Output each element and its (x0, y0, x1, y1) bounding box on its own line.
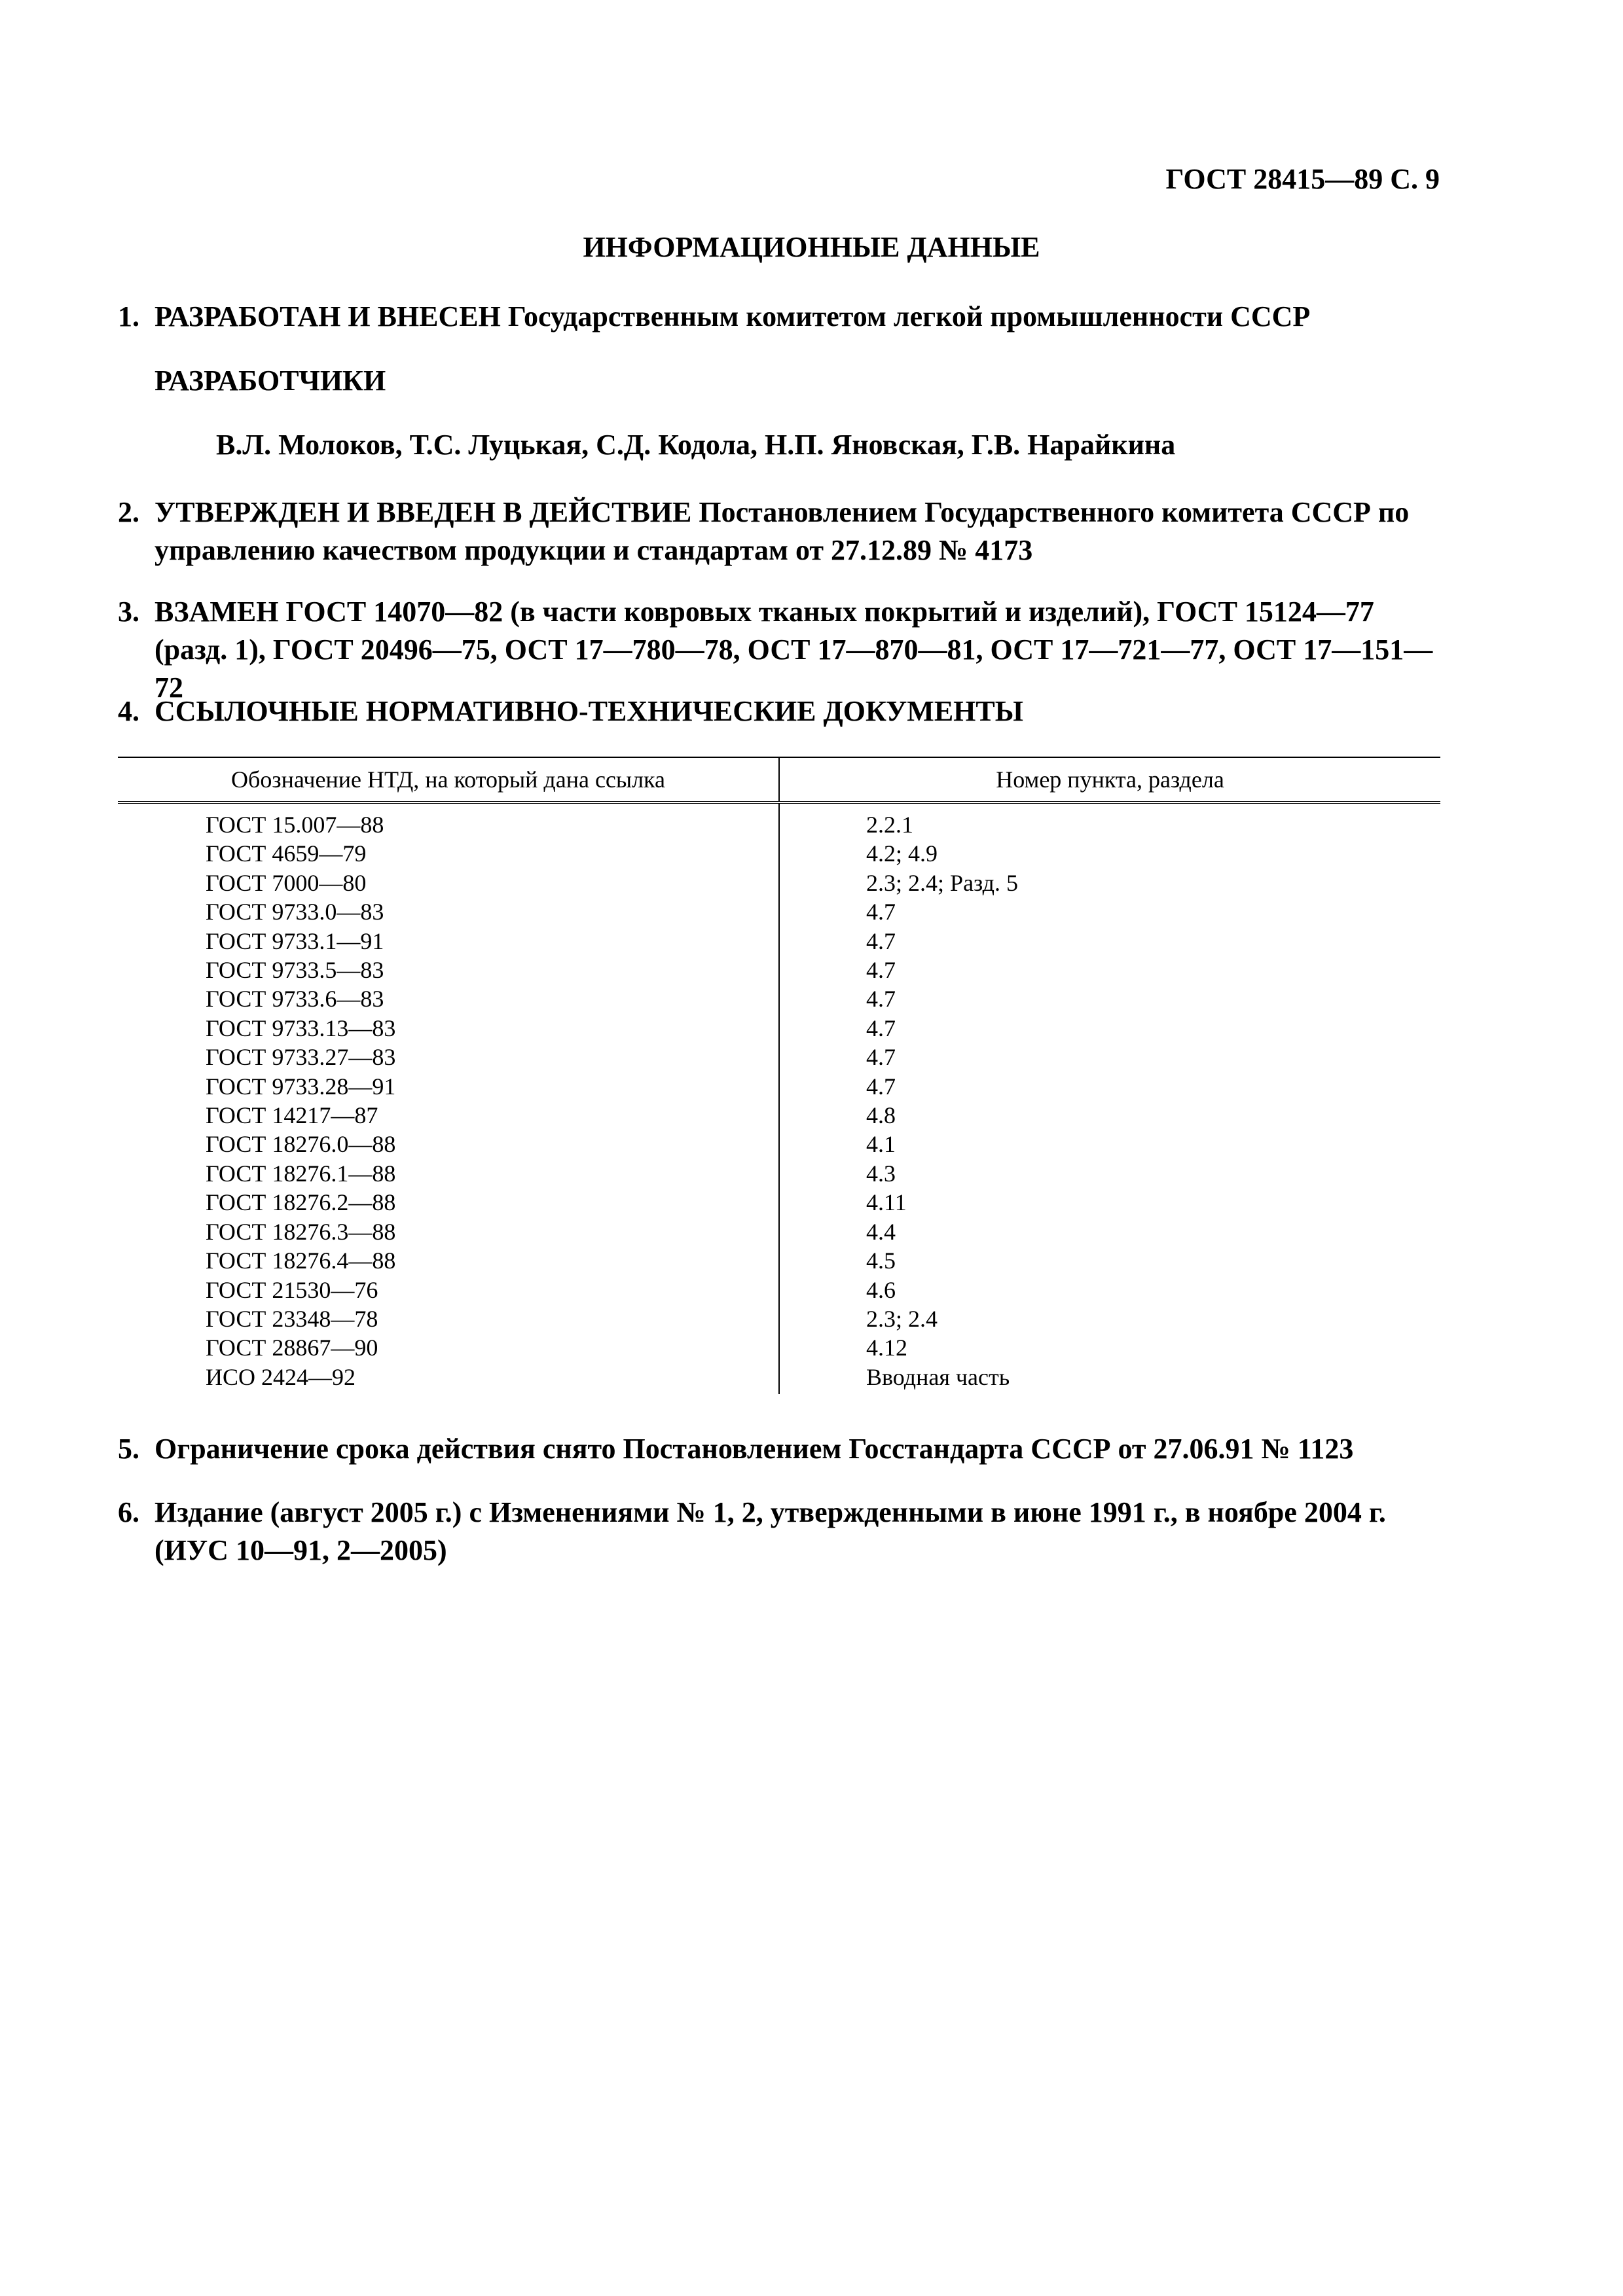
clause-number: 4.7 (866, 1073, 896, 1100)
clause-number: 4.7 (866, 986, 896, 1013)
section-4 (118, 692, 1440, 730)
document-designation: ГОСТ 18276.4—88 (118, 1246, 779, 1275)
document-designation: ГОСТ 9733.5—83 (118, 956, 779, 984)
clause-number: 4.3 (866, 1160, 896, 1187)
table-row (118, 869, 1440, 897)
table-row (118, 897, 1440, 926)
document-designation: ГОСТ 4659—79 (118, 839, 779, 868)
document-designation: ГОСТ 18276.3—88 (118, 1217, 779, 1246)
table-row (118, 839, 1440, 868)
column-header-clause: Номер пункта, раздела (779, 757, 1440, 802)
section-text: РАЗРАБОТАН И ВНЕСЕН Государственным комитетом легкой промышленности СССР (155, 300, 1311, 332)
table-row (118, 1188, 1440, 1217)
clause-number: 4.7 (866, 927, 896, 954)
clause-number: 4.7 (866, 1044, 896, 1071)
document-designation: ГОСТ 28867—90 (118, 1333, 779, 1362)
clause-number: 4.12 (866, 1335, 908, 1361)
document-designation: ГОСТ 18276.2—88 (118, 1188, 779, 1217)
clause-number: 4.1 (866, 1131, 896, 1158)
section-5 (118, 1430, 1440, 1468)
document-title: ИНФОРМАЦИОННЫЕ ДАННЫЕ (583, 231, 1040, 263)
document-designation: ГОСТ 14217—87 (118, 1101, 779, 1130)
document-designation: ГОСТ 18276.1—88 (118, 1159, 779, 1188)
section-number: 3. (118, 596, 139, 628)
table-row (118, 1101, 1440, 1130)
table-row (118, 1159, 1440, 1188)
clause-number: 2.3; 2.4; Разд. 5 (866, 869, 1018, 896)
section-text: УТВЕРЖДЕН И ВВЕДЕН В ДЕЙСТВИЕ Постановлением Государственного комитета СССР по управлению качеством продукции и стандартам от 27.12.89 № 4173 (155, 496, 1410, 566)
clause-number: 4.7 (866, 1014, 896, 1041)
document-designation: ГОСТ 9733.0—83 (118, 897, 779, 926)
document-designation: ГОСТ 9733.1—91 (118, 927, 779, 956)
clause-number: 4.5 (866, 1247, 896, 1274)
section-2 (118, 493, 1440, 569)
clause-number: 4.7 (866, 899, 896, 925)
table-body (118, 802, 1440, 1394)
document-designation: ГОСТ 9733.27—83 (118, 1043, 779, 1071)
document-designation: ГОСТ 7000—80 (118, 869, 779, 897)
developers-label: РАЗРАБОТЧИКИ (155, 365, 386, 397)
clause-number: 4.4 (866, 1218, 896, 1245)
section-text: Издание (август 2005 г.) с Изменениями № 1, 2, утвержденными в июне 1991 г., в ноябре 2004 г. (ИУС 10—91, 2—2005) (155, 1496, 1386, 1566)
section-number: 5. (118, 1433, 139, 1465)
table-row (118, 1246, 1440, 1275)
clause-number: 4.7 (866, 957, 896, 984)
section-1 (118, 298, 1440, 336)
clause-number: 2.3; 2.4 (866, 1305, 938, 1332)
table-row (118, 802, 1440, 839)
section-number: 4. (118, 695, 139, 727)
document-designation: ИСО 2424—92 (118, 1363, 779, 1394)
clause-number: Вводная часть (866, 1363, 1010, 1390)
document-designation: ГОСТ 21530—76 (118, 1276, 779, 1304)
reference-documents-table (118, 757, 1440, 1394)
section-6 (118, 1494, 1440, 1570)
section-text: ВЗАМЕН ГОСТ 14070—82 (в части ковровых тканых покрытий и изделий), ГОСТ 15124—77 (разд. 1), ГОСТ 20496—75, ОСТ 17—780—78, ОСТ 17—870—81, ОСТ 17—721—77, ОСТ 17—151—72 (155, 596, 1433, 704)
section-number: 2. (118, 496, 139, 528)
clause-number: 4.2; 4.9 (866, 840, 938, 867)
document-designation: ГОСТ 9733.13—83 (118, 1014, 779, 1043)
table-row (118, 1043, 1440, 1071)
page-header: ГОСТ 28415—89 С. 9 (1165, 163, 1440, 195)
document-designation: ГОСТ 23348—78 (118, 1304, 779, 1333)
table-row (118, 1130, 1440, 1158)
column-header-document: Обозначение НТД, на который дана ссылка (118, 757, 779, 802)
table-row (118, 927, 1440, 956)
table-row (118, 1072, 1440, 1101)
table-header-row (118, 757, 1440, 802)
section-3 (118, 593, 1440, 707)
clause-number: 4.8 (866, 1102, 896, 1129)
section-number: 1. (118, 300, 139, 332)
developers-names: В.Л. Молоков, Т.С. Луцькая, С.Д. Кодола, Н.П. Яновская, Г.В. Нарайкина (216, 429, 1176, 461)
section-text: ССЫЛОЧНЫЕ НОРМАТИВНО-ТЕХНИЧЕСКИЕ ДОКУМЕНТЫ (155, 695, 1023, 727)
document-designation: ГОСТ 9733.28—91 (118, 1072, 779, 1101)
section-text: Ограничение срока действия снято Постановлением Госстандарта СССР от 27.06.91 № 1123 (155, 1433, 1354, 1465)
table-row (118, 1333, 1440, 1362)
document-designation: ГОСТ 9733.6—83 (118, 984, 779, 1013)
table-row (118, 956, 1440, 984)
table-row (118, 1363, 1440, 1394)
table-row (118, 1276, 1440, 1304)
table-row (118, 1014, 1440, 1043)
clause-number: 4.6 (866, 1276, 896, 1303)
table-row (118, 1217, 1440, 1246)
clause-number: 2.2.1 (866, 812, 914, 838)
section-number: 6. (118, 1496, 139, 1528)
document-designation: ГОСТ 18276.0—88 (118, 1130, 779, 1158)
table-row (118, 984, 1440, 1013)
table-row (118, 1304, 1440, 1333)
clause-number: 4.11 (866, 1189, 907, 1216)
document-designation: ГОСТ 15.007—88 (118, 802, 779, 839)
